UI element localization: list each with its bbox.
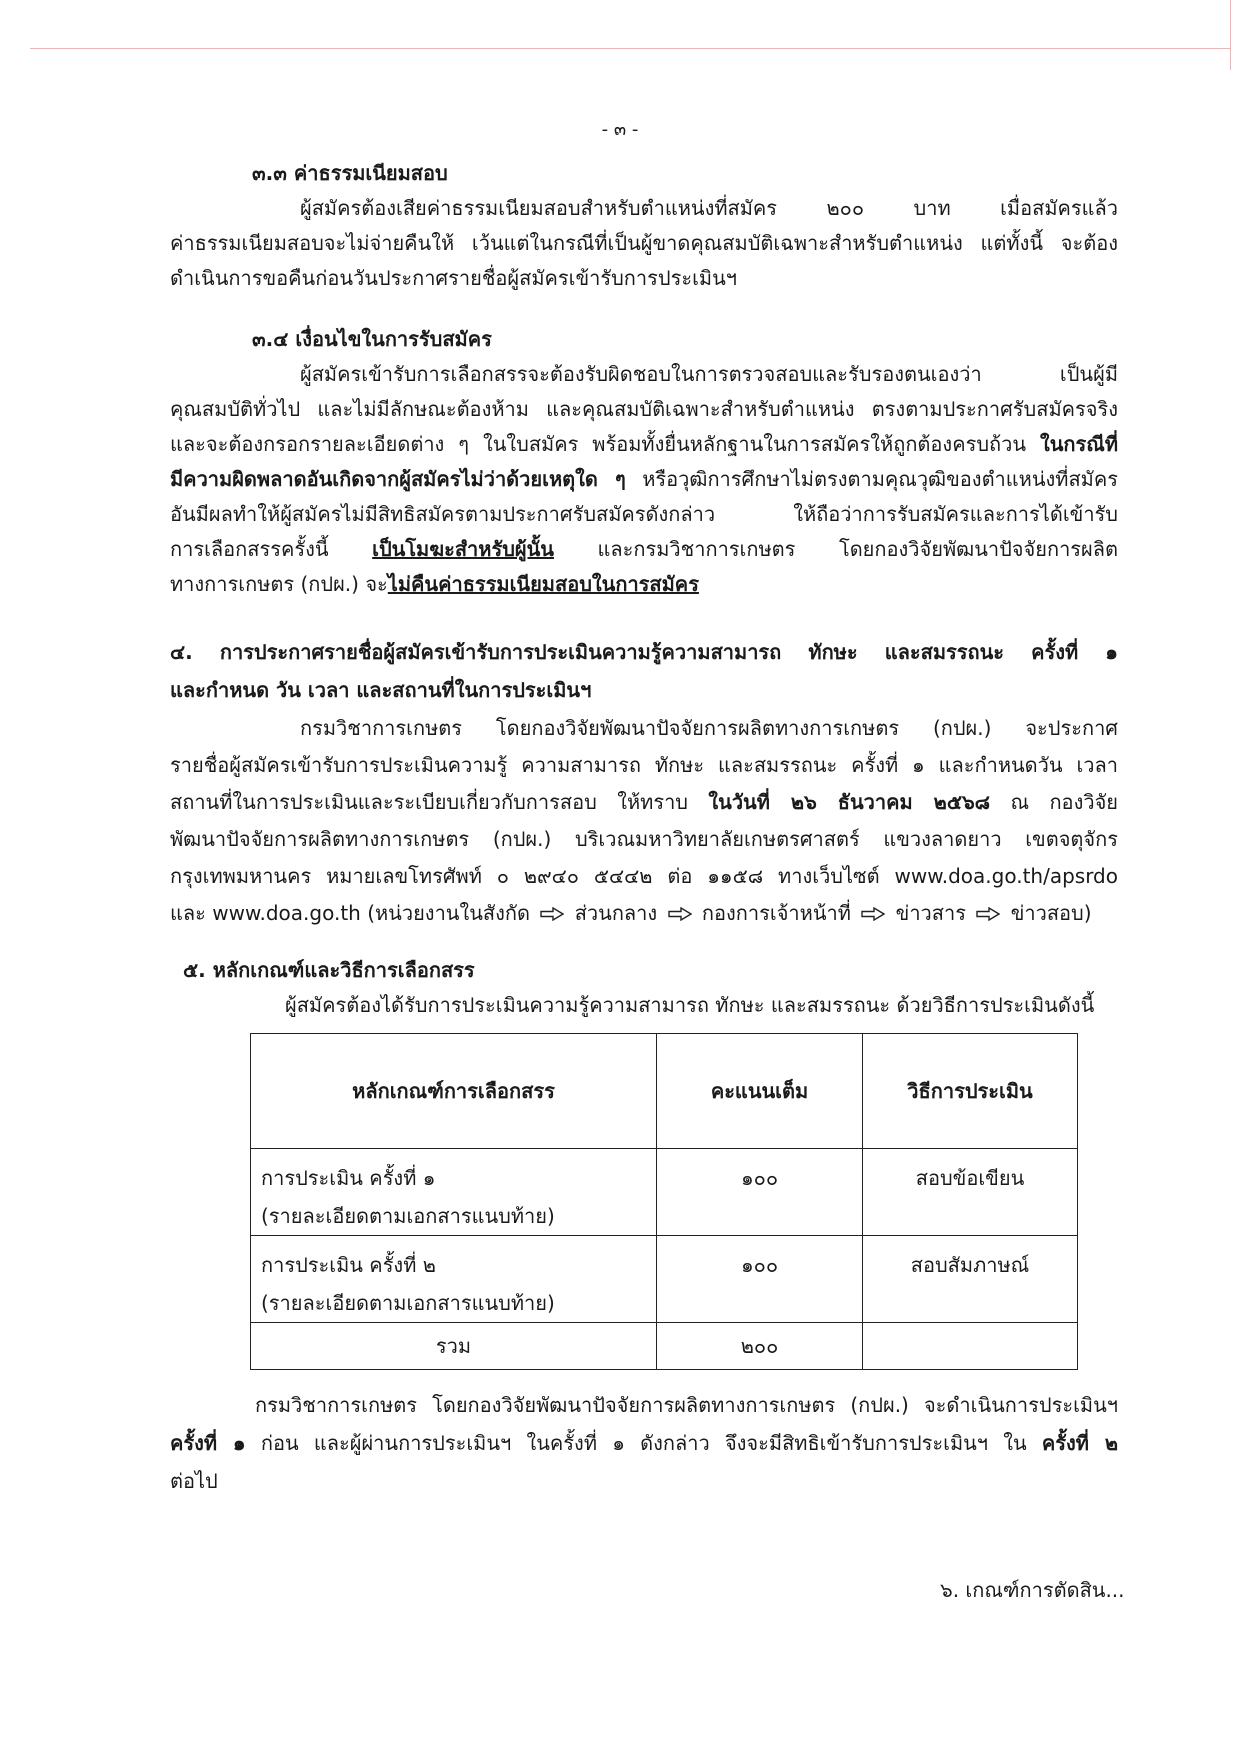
total-score-cell: ๒๐๐ [657, 1323, 863, 1370]
section-5-intro: ผู้สมัครต้องได้รับการประเมินความรู้ความสามารถ ทักษะ และสมรรถนะ ด้วยวิธีการประเมินดังนี้ [285, 993, 1095, 1017]
section-5-after-line-1: กรมวิชาการเกษตร โดยกองวิจัยพัฒนาปัจจัยการผลิตทางการเกษตร (กปผ.) จะดำเนินการประเมินฯ [255, 1393, 1118, 1417]
section-4-line-6-b: ส่วนกลาง [574, 901, 658, 925]
section-3-3-heading: ๓.๓ ค่าธรรมเนียมสอบ [252, 161, 448, 185]
section-3-4-line-3-text: และจะต้องกรอกรายละเอียดต่าง ๆ ในใบสมัคร พร้อมทั้งยื่นหลักฐานในการสมัครให้ถูกต้องครบถ้วน [170, 432, 1040, 456]
method-value: สอบข้อเขียน [915, 1166, 1025, 1190]
criteria-cell [251, 1149, 657, 1236]
round-2-label: ครั้งที่ ๒ [1041, 1431, 1119, 1455]
table-header-full-score: คะแนนเต็ม [657, 1034, 863, 1149]
method-value: สอบสัมภาษณ์ [910, 1253, 1030, 1277]
section-4-line-6-d: ข่าวสาร [895, 901, 966, 925]
section-3-4-line-5: อันมีผลทำให้ผู้สมัครไม่มีสิทธิสมัครตามประกาศรับสมัครดังกล่าว ให้ถือว่าการรับสมัครและการได้เข้ารับ [170, 502, 1118, 526]
page-number: - ๓ - [601, 119, 639, 140]
section-5-after-line-2-text: ก่อน และผู้ผ่านการประเมินฯ ในครั้งที่ ๑ ดังกล่าว จึงจะมีสิทธิเข้ารับการประเมินฯ ใน [245, 1431, 1042, 1455]
criteria-detail: (รายละเอียดตามเอกสารแนบท้าย) [261, 1291, 555, 1315]
section-3-4-void-notice: เป็นโมฆะสำหรับผู้นั้น [372, 537, 554, 561]
section-4-line-2: รายชื่อผู้สมัครเข้ารับการประเมินความรู้ ความสามารถ ทักษะ และสมรรถนะ ครั้งที่ ๑ และกำหนดวัน เวลา [170, 753, 1118, 777]
method-cell [863, 1149, 1078, 1236]
next-page-continuation: ๖. เกณฑ์การตัดสิน... [940, 1578, 1125, 1602]
section-3-3-line-2: ค่าธรรมเนียมสอบจะไม่จ่ายคืนให้ เว้นแต่ในกรณีที่เป็นผู้ขาดคุณสมบัติเฉพาะสำหรับตำแหน่ง แต่ทั้งนี้ จะต้อง [170, 231, 1118, 255]
table-row [251, 1236, 1078, 1323]
section-4-line-3 [170, 787, 1118, 817]
section-4-heading-line-1: ๔. การประกาศรายชื่อผู้สมัครเข้ารับการประเมินความรู้ความสามารถ ทักษะ และสมรรถนะ ครั้งที่ ๑ [170, 640, 1118, 664]
criteria-cell [251, 1236, 657, 1323]
section-4-heading-line-2: และกำหนด วัน เวลา และสถานที่ในการประเมินฯ [170, 678, 592, 702]
section-4-line-6 [170, 898, 1092, 928]
section-4-line-6-e: ข่าวสอบ) [1010, 901, 1092, 925]
section-3-4-line-1: ผู้สมัครเข้ารับการเลือกสรรจะต้องรับผิดชอบในการตรวจสอบและรับรองตนเองว่า เป็นผู้มี [300, 362, 1118, 386]
section-3-4-line-6-c: และกรมวิชาการเกษตร โดยกองวิจัยพัฒนาปัจจัยการผลิต [553, 537, 1119, 561]
section-4-line-3-a: สถานที่ในการประเมินและระเบียบเกี่ยวกับการสอบ ให้ทราบ [170, 790, 709, 814]
right-arrow-icon [861, 907, 885, 921]
section-3-3-line-3: ดำเนินการขอคืนก่อนวันประกาศรายชื่อผู้สมัครเข้ารับการประเมินฯ [170, 266, 737, 290]
section-3-4-line-4-text: หรือวุฒิการศึกษาไม่ตรงตามคุณวุฒิของตำแหน่งที่สมัคร [625, 467, 1118, 491]
criteria-title: การประเมิน ครั้งที่ ๒ [261, 1253, 436, 1277]
section-3-4-line-2: คุณสมบัติทั่วไป และไม่มีลักษณะต้องห้าม และคุณสมบัติเฉพาะสำหรับตำแหน่ง ตรงตามประกาศรับสมัครจริง [170, 397, 1118, 421]
score-value: ๑๐๐ [740, 1253, 779, 1277]
section-4-line-1: กรมวิชาการเกษตร โดยกองวิจัยพัฒนาปัจจัยการผลิตทางการเกษตร (กปผ.) จะประกาศ [300, 716, 1118, 740]
right-arrow-icon [668, 907, 692, 921]
table-row [251, 1149, 1078, 1236]
right-arrow-icon [540, 907, 564, 921]
section-4-line-3-c: ณ กองวิจัย [990, 790, 1119, 814]
section-3-4-line-4 [170, 464, 1118, 494]
section-3-4-line-4-bold: มีความผิดพลาดอันเกิดจากผู้สมัครไม่ว่าด้วยเหตุใด ๆ [170, 467, 626, 491]
table-header-method: วิธีการประเมิน [863, 1034, 1078, 1149]
score-cell [657, 1236, 863, 1323]
section-3-4-heading: ๓.๔ เงื่อนไขในการรับสมัคร [252, 327, 492, 351]
criteria-title: การประเมิน ครั้งที่ ๑ [261, 1166, 436, 1190]
table-total-row [251, 1323, 1078, 1370]
section-4-line-4: พัฒนาปัจจัยการผลิตทางการเกษตร (กปผ.) บริเวณมหาวิทยาลัยเกษตรศาสตร์ แขวงลาดยาว เขตจตุจักร [170, 827, 1118, 851]
section-3-4-line-3 [170, 429, 1118, 459]
score-cell [657, 1149, 863, 1236]
section-3-4-line-6-a: การเลือกสรรครั้งนี้ [170, 537, 373, 561]
section-3-4-line-7-a: ทางการเกษตร (กปผ.) จะ [170, 572, 388, 596]
section-4-line-5: กรุงเทพมหานคร หมายเลขโทรศัพท์ ๐ ๒๙๔๐ ๕๔๔๒ ต่อ ๑๑๕๘ ทางเว็บไซต์ www.doa.go.th/apsrdo [170, 864, 1118, 888]
selection-criteria-table [250, 1033, 1078, 1370]
table-header-criteria: หลักเกณฑ์การเลือกสรร [251, 1034, 657, 1149]
criteria-detail: (รายละเอียดตามเอกสารแนบท้าย) [261, 1204, 555, 1228]
section-3-3-line-1: ผู้สมัครต้องเสียค่าธรรมเนียมสอบสำหรับตำแหน่งที่สมัคร ๒๐๐ บาท เมื่อสมัครแล้ว [300, 196, 1118, 220]
total-method-cell [863, 1323, 1078, 1370]
total-label-cell: รวม [251, 1323, 657, 1370]
top-border-line [30, 48, 1230, 49]
score-value: ๑๐๐ [740, 1166, 779, 1190]
right-arrow-icon [976, 907, 1000, 921]
section-5-heading: ๕. หลักเกณฑ์และวิธีการเลือกสรร [183, 958, 475, 982]
section-3-4-line-3-bold: ในกรณีที่ [1039, 432, 1118, 456]
section-4-announce-date: ในวันที่ ๒๖ ธันวาคม ๒๕๖๘ [708, 790, 991, 814]
section-3-4-line-7 [170, 569, 699, 599]
section-4-line-6-c: กองการเจ้าหน้าที่ [701, 901, 851, 925]
section-5-after-line-2 [170, 1428, 1118, 1458]
section-4-line-6-a: และ www.doa.go.th (หน่วยงานในสังกัด [170, 901, 530, 925]
section-5-after-line-3: ต่อไป [170, 1469, 218, 1493]
table-header-row [251, 1034, 1078, 1149]
right-border-line [1230, 0, 1231, 70]
section-3-4-no-refund-notice: ไม่คืนค่าธรรมเนียมสอบในการสมัคร [387, 572, 699, 596]
round-1-label: ครั้งที่ ๑ [170, 1431, 246, 1455]
section-3-4-line-6 [170, 534, 1118, 564]
method-cell [863, 1236, 1078, 1323]
